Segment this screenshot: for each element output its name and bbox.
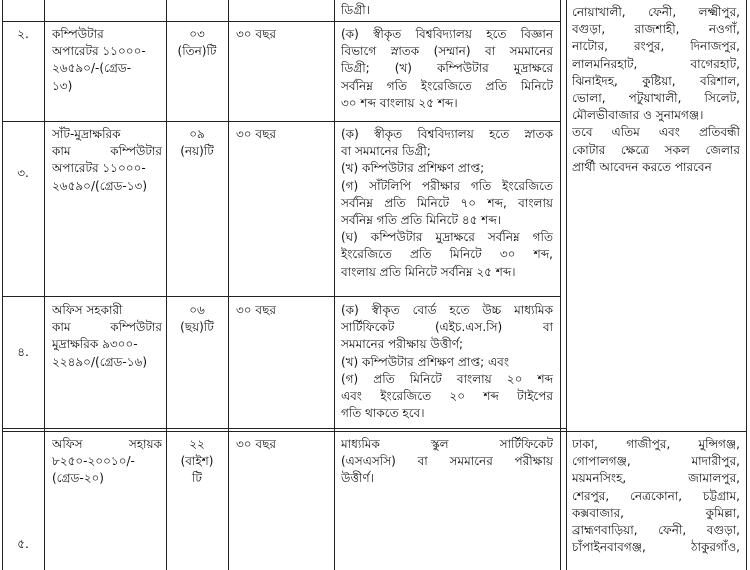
post-line: কম্পিউটার bbox=[52, 27, 104, 41]
age-cell bbox=[236, 302, 326, 319]
district-line: ঢাকা, গাজীপুর, মুন্সিগঞ্জ, bbox=[572, 437, 740, 451]
qualification-line: ৩০ শব্দ বাংলায় ২৫ শব্দ। bbox=[341, 95, 458, 110]
serial-number: ৩. bbox=[17, 166, 29, 180]
age-cell bbox=[236, 26, 326, 43]
qualification-line: বা সমমানের ডিগ্রী; bbox=[341, 144, 431, 159]
district-line: চাঁপাইনবাবগঞ্জ, ঠাকুরগাঁও, bbox=[572, 540, 740, 555]
district-line: নোয়াখালী, ফেনী, লক্ষ্মীপুর, bbox=[572, 5, 740, 19]
age-limit: ৩০ বছর bbox=[236, 437, 276, 451]
count-line: (বাইশ) bbox=[180, 454, 214, 469]
qualification-line: বিভাগে স্নাতক (সম্মান) বা সমমানের bbox=[341, 44, 553, 59]
count-line: (নয়)টি bbox=[180, 144, 214, 159]
post-line: মুদ্রাক্ষরিক ৯৩০০- bbox=[52, 337, 138, 352]
qualification-cell bbox=[341, 436, 553, 488]
age-cell bbox=[236, 436, 326, 453]
qualification-line: এবং ইংরেজিতে ২০ শব্দ টাইপের bbox=[341, 389, 553, 404]
post-line: কাম কম্পিউটার bbox=[52, 320, 162, 335]
count-line: ০৬ bbox=[189, 303, 205, 317]
post-line: ৮২৫০-২০০১০/- bbox=[52, 454, 135, 469]
column-border bbox=[566, 0, 567, 570]
age-limit: ৩০ বছর bbox=[236, 303, 276, 317]
row-border bbox=[2, 428, 566, 429]
post-line: অফিস সহকারী bbox=[52, 303, 123, 317]
district-line: গোপালগঞ্জ, মাদারীপুর, bbox=[572, 454, 740, 469]
qualification-line: মাধ্যমিক স্কুল সার্টিফিকেট bbox=[341, 437, 553, 451]
qualification-line: (ঘ) কম্পিউটার মুদ্রাক্ষরে সর্বনিম্ন গতি bbox=[341, 230, 553, 245]
count-line: (তিন)টি bbox=[177, 44, 217, 59]
column-border bbox=[746, 0, 747, 570]
district-line: প্রার্থী আবেদন করতে পারবেন bbox=[572, 159, 712, 174]
qualification-line: ডিগ্রী। bbox=[341, 3, 370, 17]
post-line: সাঁট-মুদ্রাক্ষরিক bbox=[52, 127, 121, 141]
qualification-line: (খ) কম্পিউটার প্রশিক্ষণ প্রাপ্ত; এবং bbox=[341, 354, 509, 369]
qualification-line: (ক) স্বীকৃত বোর্ড হতে উচ্চ মাধ্যমিক bbox=[341, 303, 553, 317]
post-line: ২৬৫৯০/-(গ্রেড- bbox=[52, 61, 132, 76]
serial-number: ৫. bbox=[17, 537, 29, 551]
district-line: ভোলা, পটুয়াখালী, সিলেট, bbox=[572, 91, 740, 106]
qualification-line: (ক) স্বীকৃত বিশ্ববিদ্যালয় হতে স্নাতক bbox=[341, 127, 553, 141]
qualification-line: (ক) স্বীকৃত বিশ্ববিদ্যালয় হতে বিজ্ঞান bbox=[341, 27, 553, 41]
qualification-line: ইংরেজিতে প্রতি মিনিটে ৩০ শব্দ, bbox=[341, 247, 553, 262]
district-line: তবে এতিম এবং প্রতিবন্ধী bbox=[572, 125, 740, 140]
qualification-line: সমমানের পরীক্ষায় উত্তীর্ণ; bbox=[341, 337, 464, 352]
qualification-line: সর্বনিম্ন গতি প্রতি মিনিটে ৪৫ শব্দ। bbox=[341, 213, 502, 228]
count-line: ০৯ bbox=[189, 127, 205, 141]
count-line: টি bbox=[192, 471, 202, 486]
row-border bbox=[2, 21, 560, 22]
count-line: ২২ bbox=[189, 437, 205, 451]
qualification-cell bbox=[341, 2, 553, 19]
districts-cell bbox=[572, 436, 740, 556]
qualification-cell bbox=[341, 302, 553, 422]
qualification-cell bbox=[341, 26, 553, 112]
district-line: লালমনিরহাট, বাগেরহাট, bbox=[572, 56, 740, 71]
serial-number: ৪. bbox=[17, 345, 29, 359]
post-line: অপারেটর ১১০০০- bbox=[52, 44, 146, 59]
qualification-line: বাংলায় প্রতি মিনিটে সর্বনিম্ন ২৫ শব্দ। bbox=[341, 264, 516, 279]
serial-cell bbox=[2, 26, 44, 43]
column-border bbox=[334, 0, 335, 570]
qualification-line: (গ) সাঁটলিপি পরীক্ষার গতি ইংরেজিতে bbox=[341, 178, 553, 193]
qualification-line: সর্বনিম্ন গতি ইংরেজিতে প্রতি মিনিটে bbox=[341, 78, 553, 93]
qualification-line: সার্টিফিকেট (এইচ.এস.সি) বা bbox=[341, 320, 553, 335]
count-cell bbox=[166, 302, 228, 336]
column-border bbox=[560, 0, 561, 570]
districts-cell bbox=[572, 4, 740, 176]
age-cell bbox=[236, 126, 326, 143]
district-line: শেরপুর, নেত্রকোনা, চট্টগ্রাম, bbox=[572, 488, 740, 503]
district-line: ময়মনসিংহ, জামালপুর, bbox=[572, 471, 740, 486]
qualification-line: (এসএসসি) বা সমমানের পরীক্ষায় bbox=[341, 454, 553, 469]
post-cell bbox=[52, 302, 162, 371]
post-line: ১৩) bbox=[52, 78, 73, 93]
post-line: ২৬৫৯০/(গ্রেড-১৩) bbox=[52, 178, 147, 193]
district-line: ঝিনাইদহ, কুষ্টিয়া, বরিশাল, bbox=[572, 73, 740, 88]
district-line: ব্রাহ্মণবাড়িয়া, ফেনী, বগুড়া, bbox=[572, 523, 740, 538]
qualification-line: সর্বনিম্ন প্রতি মিনিটে ৭০ শব্দ, বাংলায় bbox=[341, 195, 553, 210]
post-line: (গ্রেড-২০) bbox=[52, 471, 104, 486]
row-border bbox=[2, 121, 560, 122]
district-line: মৌলভীবাজার ও সুনামগঞ্জ। bbox=[572, 108, 704, 123]
district-line: কক্সবাজার, কুমিল্লা, bbox=[572, 505, 740, 520]
qualification-line: (খ) কম্পিউটার প্রশিক্ষণ প্রাপ্ত; bbox=[341, 161, 485, 176]
count-line: ০৩ bbox=[189, 27, 205, 41]
count-cell bbox=[166, 436, 228, 488]
serial-cell bbox=[2, 165, 44, 182]
post-line: অফিস সহায়ক bbox=[52, 437, 162, 451]
post-cell bbox=[52, 26, 162, 95]
post-cell bbox=[52, 436, 162, 488]
qualification-line: (গ) প্রতি মিনিটে বাংলায় ২০ শব্দ bbox=[341, 371, 553, 386]
count-cell bbox=[166, 126, 228, 160]
column-border bbox=[44, 0, 45, 570]
serial-cell bbox=[2, 344, 44, 361]
serial-cell bbox=[2, 536, 44, 553]
district-line: বগুড়া, রাজশাহী, নওগাঁ, bbox=[572, 22, 740, 37]
column-border bbox=[2, 0, 3, 570]
district-line: নাটোর, রংপুর, দিনাজপুর, bbox=[572, 39, 740, 54]
qualification-line: গতি থাকতে হবে। bbox=[341, 406, 425, 421]
qualification-cell bbox=[341, 126, 553, 281]
age-limit: ৩০ বছর bbox=[236, 127, 276, 141]
district-line: কোটার ক্ষেত্রে সকল জেলার bbox=[572, 142, 740, 157]
age-limit: ৩০ বছর bbox=[236, 27, 276, 41]
post-line: ২২৪৯০/(গ্রেড-১৬) bbox=[52, 354, 147, 369]
row-border bbox=[2, 431, 746, 432]
qualification-line: ডিগ্রী; (খ) কম্পিউটার মুদ্রাক্ষরে bbox=[341, 61, 553, 76]
qualification-line: উত্তীর্ণ। bbox=[341, 471, 374, 486]
post-line: অপারেটর ১১০০০- bbox=[52, 161, 146, 176]
column-border bbox=[228, 0, 229, 570]
count-line: (ছয়)টি bbox=[180, 320, 214, 335]
count-cell bbox=[166, 26, 228, 60]
row-border bbox=[2, 296, 560, 297]
post-cell bbox=[52, 126, 162, 195]
serial-number: ২. bbox=[17, 27, 29, 41]
post-line: কাম কম্পিউটার bbox=[52, 144, 162, 159]
